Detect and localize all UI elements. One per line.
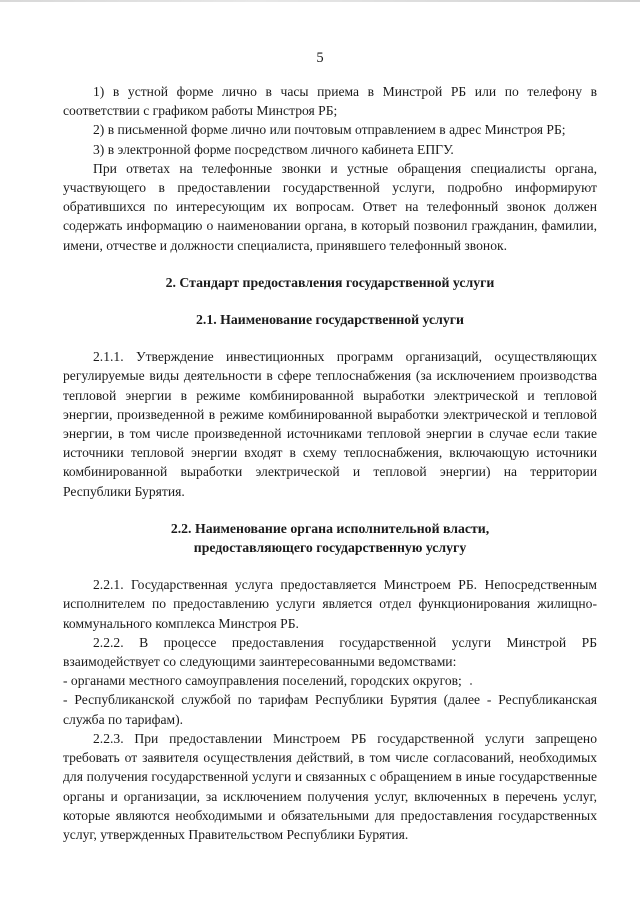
spacer (63, 501, 597, 519)
paragraph-2-2-3: 2.2.3. При предоставлении Минстроем РБ государственной услуги запрещено требовать от заявителя осуществления действий, в том числе согласований, необходимых для получения государственной услуги и связанных с обращением в иные государственные органы и организации, за исключением получения услуг, включенных в перечень услуг, которые являются необходимыми и обязательными для предоставления государственных услуг, утвержденных Правительством Республики Бурятия. (63, 730, 597, 842)
spacer (63, 557, 597, 575)
list-item-local-authorities: - органами местного самоуправления поселений, городских округов; (63, 673, 462, 689)
section-2-heading: 2. Стандарт предоставления государственной услуги (165, 274, 495, 290)
paragraph-electronic-form: 3) в электронной форме посредством личного кабинета ЕПГУ. (93, 141, 454, 157)
section-2-1-heading: 2.1. Наименование государственной услуги (195, 312, 465, 328)
spacer (63, 255, 597, 273)
paragraph-2-2-2: 2.2.2. В процессе предоставления государственной услуги Минстрой РБ взаимодействует со следующими заинтересованными ведомствами: (63, 634, 597, 670)
document-body (63, 82, 597, 844)
spacer (63, 292, 597, 310)
page-number: 5 (316, 50, 324, 66)
paragraph-phone-answers: При ответах на телефонные звонки и устные обращения специалисты органа, участвующего в предоставлении государственной услуги, подробно информируют обратившихся по интересующим их вопросам. Ответ на телефонный звонок должен содержать информацию о наименовании органа, в который позвонил гражданин, фамилии, имени, отчестве и должности специалиста, принявшего телефонный звонок. (63, 160, 597, 253)
scan-edge-line (0, 0, 640, 2)
section-2-2-heading-line2: предоставляющего государственную услугу (193, 540, 467, 556)
scan-speck (470, 683, 472, 685)
spacer (63, 329, 597, 347)
list-item-tariff-service: - Республиканской службой по тарифам Республики Бурятия (далее - Республиканская служба по тарифам). (63, 692, 597, 727)
paragraph-2-2-1: 2.2.1. Государственная услуга предоставляется Минстроем РБ. Непосредственным исполнителем по предоставлению услуги является отдел функционирования жилищно-коммунального комплекса Минстроя РБ. (63, 577, 597, 631)
section-2-2-heading-line1: 2.2. Наименование органа исполнительной власти, (170, 520, 490, 536)
paragraph-oral-form: 1) в устной форме лично в часы приема в Минстрой РБ или по телефону в соответствии с графиком работы Минстроя РБ; (63, 84, 597, 119)
paragraph-2-1-1: 2.1.1. Утверждение инвестиционных программ организаций, осуществляющих регулируемые виды деятельности в сфере теплоснабжения (за исключением производства тепловой энергии в режиме комбинированной выработки электрической и тепловой энергии, произведенной в режиме комбинированной выработки электрической и тепловой энергии, в том числе произведенной источниками тепловой энергии в случае если такие источники тепловой энергии входят в схему теплоснабжения, включающую источники комбинированной выработки электрической и тепловой энергии) на территории Республики Бурятия. (63, 349, 597, 499)
paragraph-written-form: 2) в письменной форме лично или почтовым отправлением в адрес Минстроя РБ; (93, 122, 566, 138)
